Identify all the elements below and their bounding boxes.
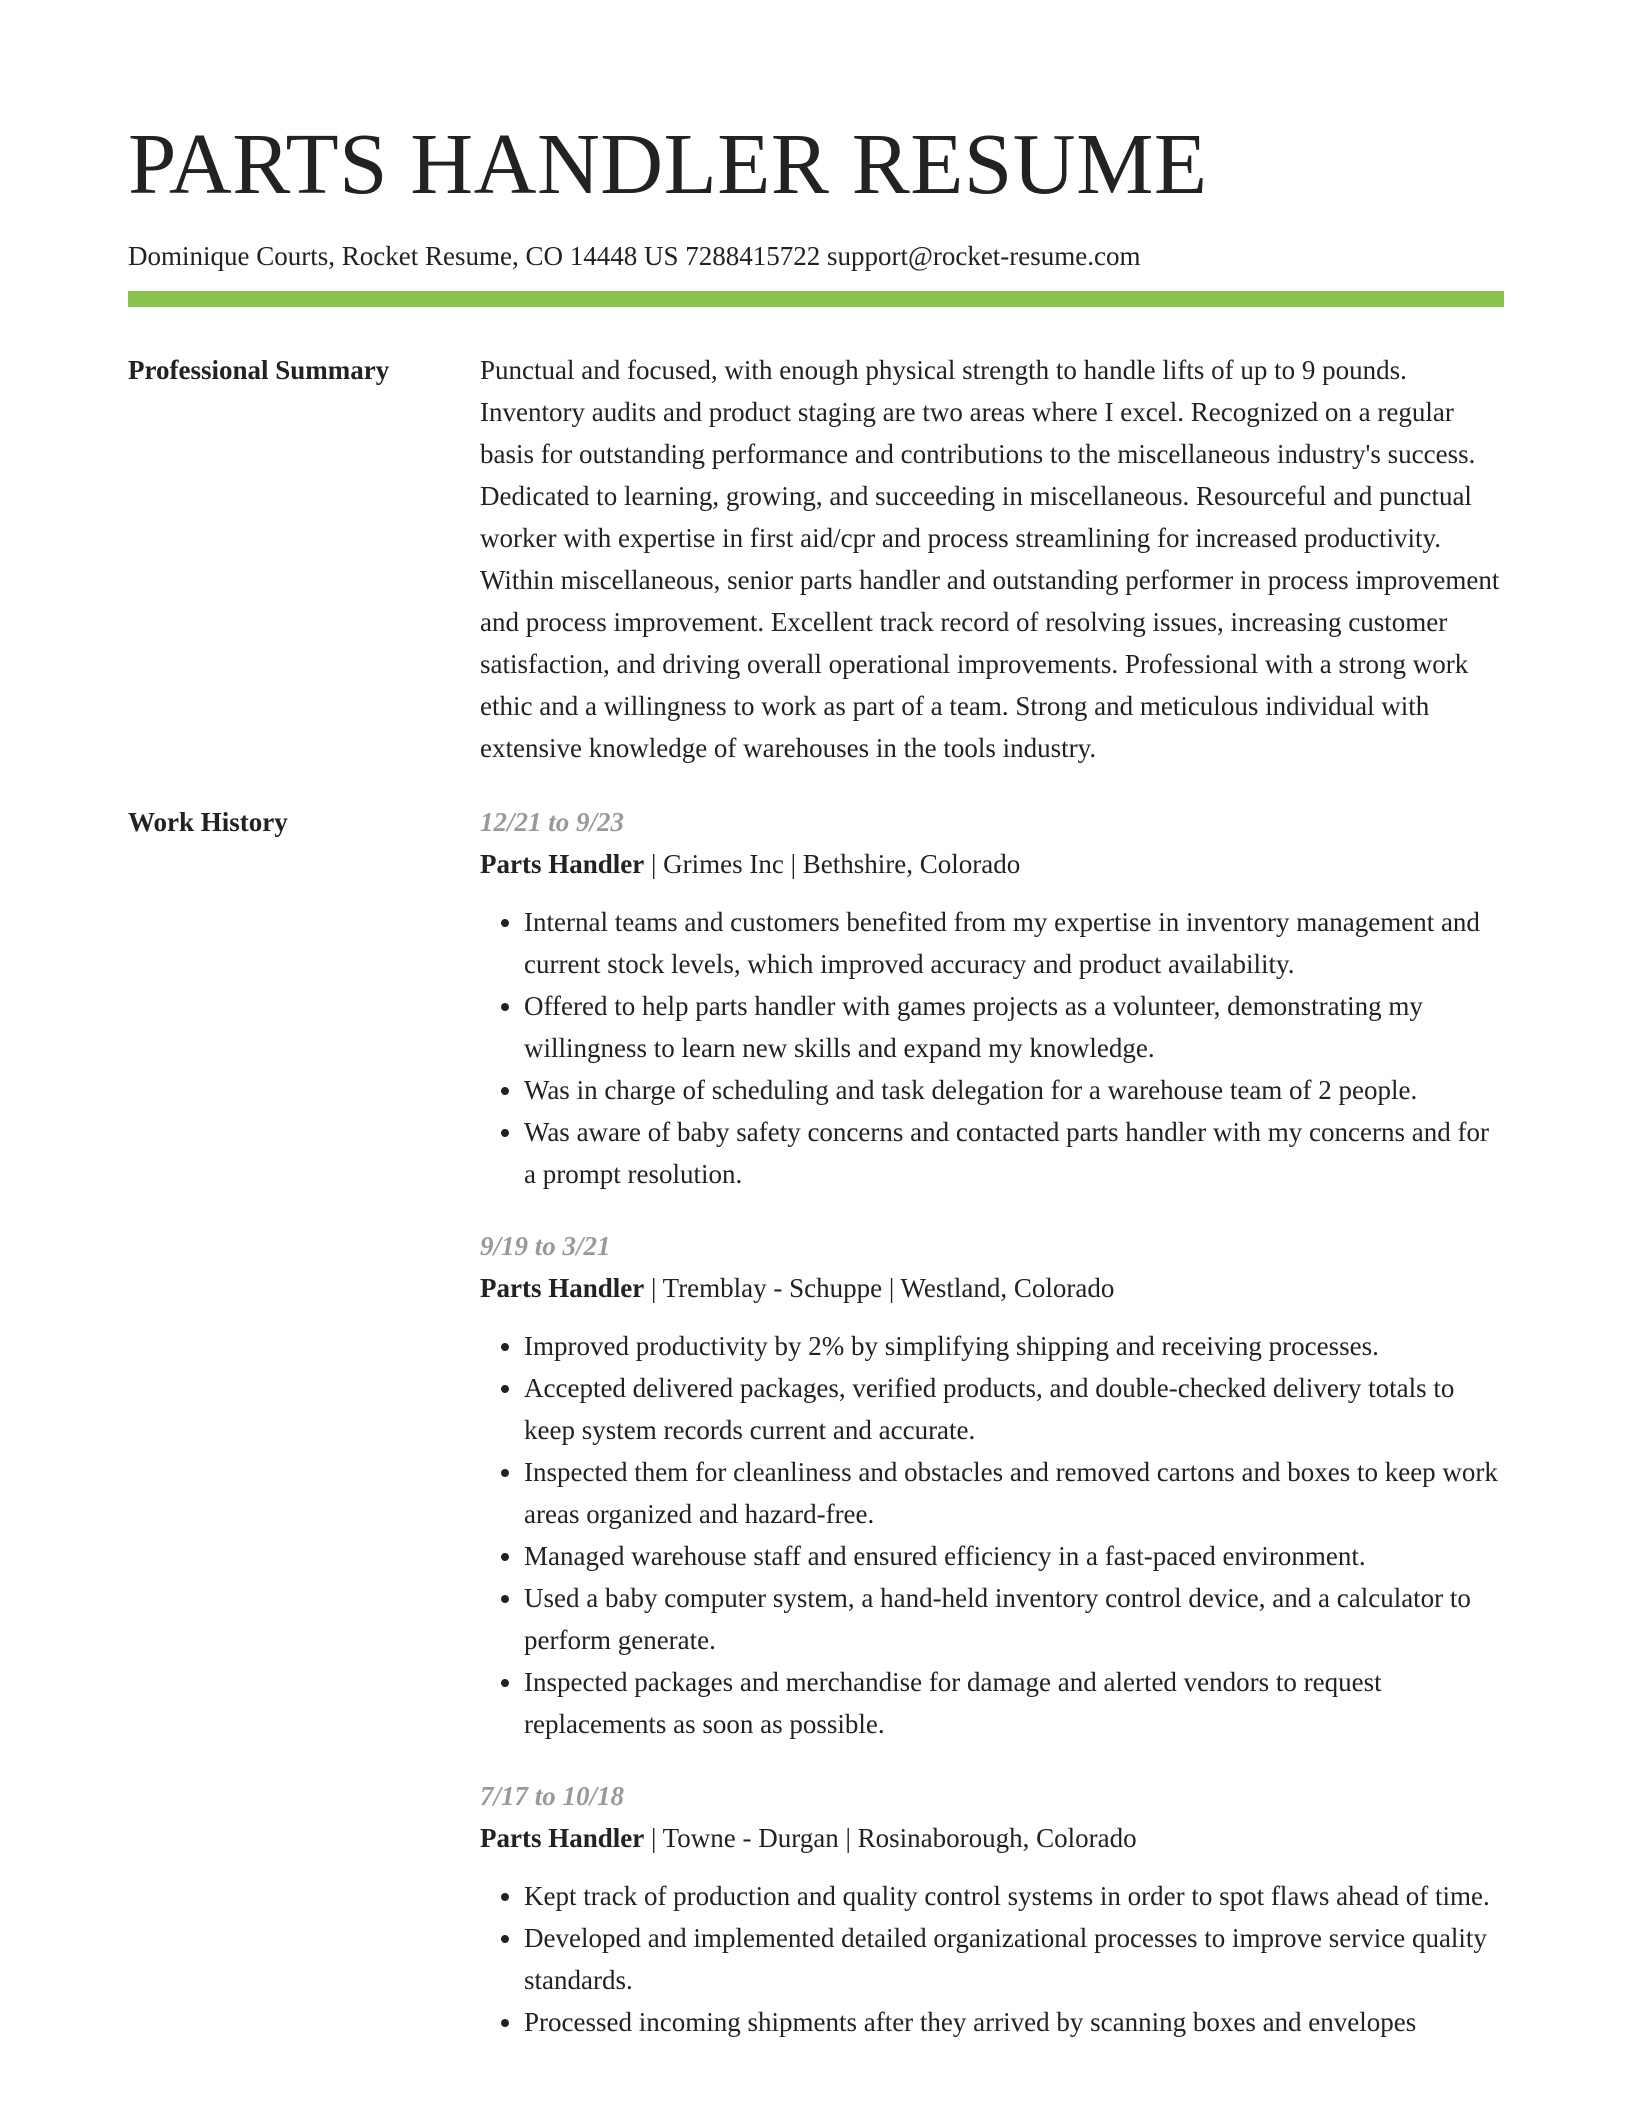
job-title: Parts Handler — [480, 1823, 645, 1853]
job-dates: 12/21 to 9/23 — [480, 807, 625, 837]
job-bullet: • Managed warehouse staff and ensured efficiency in a fast-paced environment. — [524, 1535, 1504, 1577]
accent-divider — [128, 291, 1504, 307]
job-bullet: • Offered to help parts handler with games projects as a volunteer, demonstrating my willingness to learn new skills and expand my knowledge. — [524, 985, 1504, 1069]
work-history-section — [128, 801, 1504, 2073]
job-bullet: • Accepted delivered packages, verified products, and double-checked delivery totals to keep system records current and accurate. — [524, 1367, 1504, 1451]
resume-title: PARTS HANDLER RESUME — [128, 115, 1208, 212]
job-bullet: • Internal teams and customers benefited from my expertise in inventory management and current stock levels, which improved accuracy and product availability. — [524, 901, 1504, 985]
job-bullet: • Improved productivity by 2% by simplifying shipping and receiving processes. — [524, 1325, 1504, 1367]
job-heading — [480, 1817, 1504, 1859]
job-dates: 9/19 to 3/21 — [480, 1231, 611, 1261]
job-entry — [480, 1225, 1504, 1745]
job-bullet: • Processed incoming shipments after they arrived by scanning boxes and envelopes — [524, 2001, 1504, 2043]
job-heading — [480, 843, 1504, 885]
job-bullet: • Was aware of baby safety concerns and contacted parts handler with my concerns and for a prompt resolution. — [524, 1111, 1504, 1195]
contact-line: Dominique Courts, Rocket Resume, CO 14448 US 7288415722 support@rocket-resume.com — [128, 241, 1141, 271]
resume-page — [128, 0, 1504, 2073]
professional-summary-section — [128, 349, 1504, 769]
summary-text: Punctual and focused, with enough physical strength to handle lifts of up to 9 pounds. Inventory audits and product staging are two areas where I excel. Recognized on a regular basis for outstanding performance and contributions to the miscellaneous industry's success. Dedicated to learning, growing, and succeeding in miscellaneous. Resourceful and punctual worker with expertise in first aid/cpr and process streamlining for increased productivity. Within miscellaneous, senior parts handler and outstanding performer in process improvement and process improvement. Excellent track record of resolving issues, increasing customer satisfaction, and driving overall operational improvements. Professional with a strong work ethic and a willingness to work as part of a team. Strong and meticulous individual with extensive knowledge of warehouses in the tools industry. — [480, 355, 1500, 763]
job-bullet: • Used a baby computer system, a hand-held inventory control device, and a calculator to perform generate. — [524, 1577, 1504, 1661]
summary-body — [480, 349, 1504, 769]
job-bullet: • Inspected them for cleanliness and obstacles and removed cartons and boxes to keep work areas organized and hazard-free. — [524, 1451, 1504, 1535]
job-bullet: • Inspected packages and merchandise for damage and alerted vendors to request replacements as soon as possible. — [524, 1661, 1504, 1745]
job-entry — [480, 801, 1504, 1195]
job-bullet: • Developed and implemented detailed organizational processes to improve service quality standards. — [524, 1917, 1504, 2001]
job-bullet-list — [480, 901, 1504, 1195]
job-title: Parts Handler — [480, 1273, 645, 1303]
job-title: Parts Handler — [480, 849, 645, 879]
section-label-summary: Professional Summary — [128, 355, 390, 385]
job-details: | Tremblay - Schuppe | Westland, Colorado — [644, 1273, 1115, 1303]
job-heading — [480, 1267, 1504, 1309]
job-bullet: • Kept track of production and quality control systems in order to spot flaws ahead of time. — [524, 1875, 1504, 1917]
job-details: | Grimes Inc | Bethshire, Colorado — [644, 849, 1021, 879]
job-entry — [480, 1775, 1504, 2043]
job-bullet-list — [480, 1875, 1504, 2043]
job-bullet-list — [480, 1325, 1504, 1745]
job-dates: 7/17 to 10/18 — [480, 1781, 625, 1811]
job-details: | Towne - Durgan | Rosinaborough, Colorado — [644, 1823, 1137, 1853]
work-history-body — [480, 801, 1504, 2073]
section-label-work-history: Work History — [128, 807, 288, 837]
job-bullet: • Was in charge of scheduling and task delegation for a warehouse team of 2 people. — [524, 1069, 1504, 1111]
